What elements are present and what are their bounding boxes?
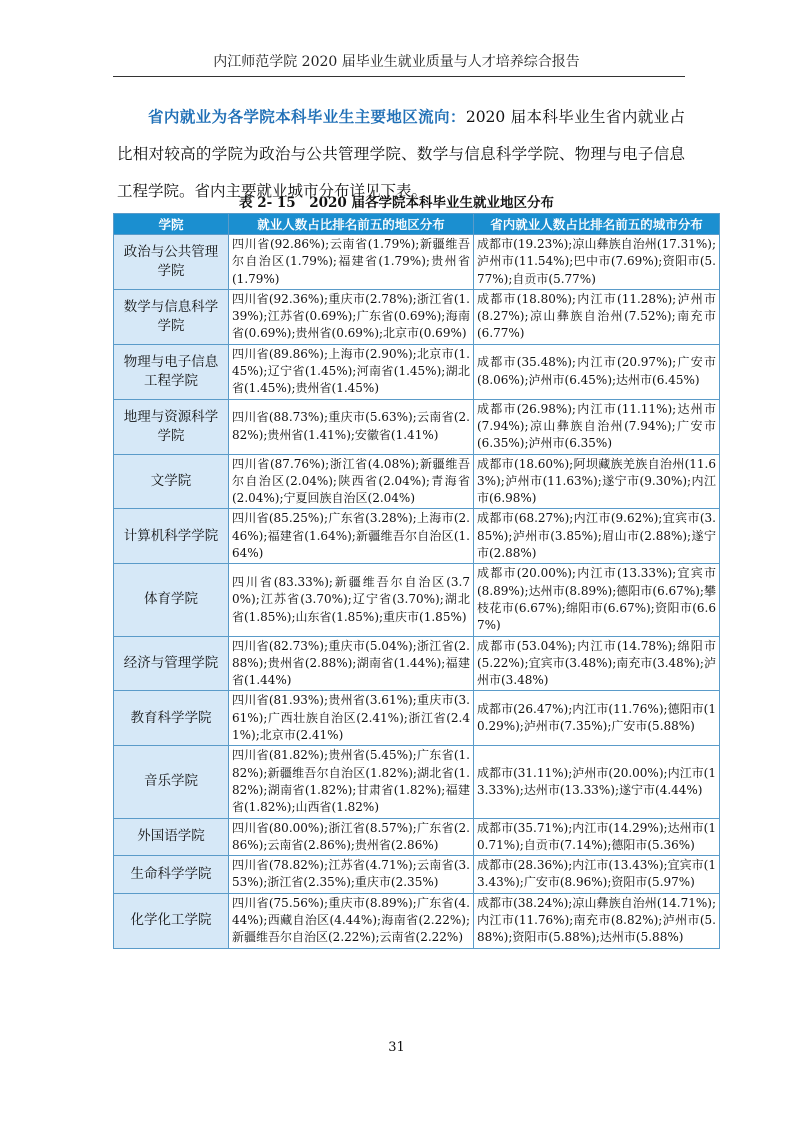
table-caption: 表 2- 15 2020 届各学院本科毕业生就业地区分布 (239, 195, 554, 211)
regions-cell: 四川省(92.86%);云南省(1.79%);新疆维吾尔自治区(1.79%);福建省(1.79%);贵州省(1.79%) (229, 235, 474, 290)
college-cell: 地理与资源科学学院 (114, 399, 229, 454)
table-body (114, 235, 720, 949)
regions-cell: 四川省(88.73%);重庆市(5.63%);云南省(2.82%);贵州省(1.41%);安徽省(1.41%) (229, 399, 474, 454)
column-header-cities: 省内就业人数占比排名前五的城市分布 (474, 214, 720, 235)
regions-cell: 四川省(81.93%);贵州省(3.61%);重庆市(3.61%);广西壮族自治区(2.41%);浙江省(2.41%);北京市(2.41%) (229, 691, 474, 746)
running-header: 内江师范学院 2020 届毕业生就业质量与人才培养综合报告 (213, 54, 580, 70)
table-header-row (114, 214, 720, 235)
college-cell: 计算机科学学院 (114, 509, 229, 564)
cities-cell: 成都市(35.71%);内江市(14.29%);达州市(10.71%);自贡市(7.14%);德阳市(5.36%) (474, 818, 720, 856)
regions-cell: 四川省(80.00%);浙江省(8.57%);广东省(2.86%);云南省(2.86%);贵州省(2.86%) (229, 818, 474, 856)
cities-cell: 成都市(35.48%);内江市(20.97%);广安市(8.06%);泸州市(6.45%);达州市(6.45%) (474, 344, 720, 399)
college-cell: 教育科学学院 (114, 691, 229, 746)
college-cell: 经济与管理学院 (114, 636, 229, 691)
cities-cell: 成都市(38.24%);凉山彝族自治州(14.71%);内江市(11.76%);南充市(8.82%);泸州市(5.88%);资阳市(5.88%);达州市(5.88%) (474, 893, 720, 948)
cities-cell: 成都市(28.36%);内江市(13.43%);宜宾市(13.43%);广安市(8.96%);资阳市(5.97%) (474, 856, 720, 894)
cities-cell: 成都市(68.27%);内江市(9.62%);宜宾市(3.85%);泸州市(3.85%);眉山市(2.88%);遂宁市(2.88%) (474, 509, 720, 564)
regions-cell: 四川省(82.73%);重庆市(5.04%);浙江省(2.88%);贵州省(2.88%);湖南省(1.44%);福建省(1.44%) (229, 636, 474, 691)
table-row (114, 399, 720, 454)
cities-cell: 成都市(19.23%);凉山彝族自治州(17.31%);泸州市(11.54%);巴中市(7.69%);资阳市(5.77%);自贡市(5.77%) (474, 235, 720, 290)
table-row (114, 856, 720, 894)
regions-cell: 四川省(89.86%);上海市(2.90%);北京市(1.45%);辽宁省(1.45%);河南省(1.45%);湖北省(1.45%);贵州省(1.45%) (229, 344, 474, 399)
regions-cell: 四川省(81.82%);贵州省(5.45%);广东省(1.82%);新疆维吾尔自治区(1.82%);湖北省(1.82%);湖南省(1.82%);甘肃省(1.82%);福建省(1.82%);山西省(1.82%) (229, 746, 474, 818)
cities-cell: 成都市(31.11%);泸州市(20.00%);内江市(13.33%);达州市(13.33%);遂宁市(4.44%) (474, 746, 720, 818)
column-header-regions: 就业人数占比排名前五的地区分布 (229, 214, 474, 235)
regions-cell: 四川省(83.33%);新疆维吾尔自治区(3.70%);江苏省(3.70%);辽宁省(3.70%);湖北省(1.85%);山东省(1.85%);重庆市(1.85%) (229, 564, 474, 636)
employment-region-table (113, 213, 720, 949)
table-row (114, 691, 720, 746)
college-cell: 体育学院 (114, 564, 229, 636)
regions-cell: 四川省(78.82%);江苏省(4.71%);云南省(3.53%);浙江省(2.35%);重庆市(2.35%) (229, 856, 474, 894)
table-row (114, 893, 720, 948)
header-rule (113, 76, 685, 77)
regions-cell: 四川省(75.56%);重庆市(8.89%);广东省(4.44%);西藏自治区(4.44%);海南省(2.22%);新疆维吾尔自治区(2.22%);云南省(2.22%) (229, 893, 474, 948)
table-row (114, 289, 720, 344)
regions-cell: 四川省(85.25%);广东省(3.28%);上海市(2.46%);福建省(1.64%);新疆维吾尔自治区(1.64%) (229, 509, 474, 564)
cities-cell: 成都市(53.04%);内江市(14.78%);绵阳市(5.22%);宜宾市(3.48%);南充市(3.48%);泸州市(3.48%) (474, 636, 720, 691)
college-cell: 数学与信息科学学院 (114, 289, 229, 344)
column-header-college: 学院 (114, 214, 229, 235)
regions-cell: 四川省(92.36%);重庆市(2.78%);浙江省(1.39%);江苏省(0.69%);广东省(0.69%);海南省(0.69%);贵州省(0.69%);北京市(0.69%) (229, 289, 474, 344)
cities-cell: 成都市(18.80%);内江市(11.28%);泸州市(8.27%);凉山彝族自治州(7.52%);南充市(6.77%) (474, 289, 720, 344)
college-cell: 政治与公共管理学院 (114, 235, 229, 290)
table-row (114, 509, 720, 564)
college-cell: 文学院 (114, 454, 229, 509)
table-row (114, 344, 720, 399)
intro-lead: 省内就业为各学院本科毕业生主要地区流向： (148, 107, 466, 126)
cities-cell: 成都市(20.00%);内江市(13.33%);宜宾市(8.89%);达州市(8.89%);德阳市(6.67%);攀枝花市(6.67%);绵阳市(6.67%);资阳市(6.67%) (474, 564, 720, 636)
table-row (114, 564, 720, 636)
college-cell: 化学化工学院 (114, 893, 229, 948)
cities-cell: 成都市(26.47%);内江市(11.76%);德阳市(10.29%);泸州市(7.35%);广安市(5.88%) (474, 691, 720, 746)
cities-cell: 成都市(26.98%);内江市(11.11%);达州市(7.94%);凉山彝族自治州(7.94%);广安市(6.35%);泸州市(6.35%) (474, 399, 720, 454)
table-row (114, 636, 720, 691)
regions-cell: 四川省(87.76%);浙江省(4.08%);新疆维吾尔自治区(2.04%);陕西省(2.04%);青海省(2.04%);宁夏回族自治区(2.04%) (229, 454, 474, 509)
table-row (114, 818, 720, 856)
college-cell: 生命科学学院 (114, 856, 229, 894)
table-row (114, 454, 720, 509)
college-cell: 物理与电子信息工程学院 (114, 344, 229, 399)
intro-text: 2020 届本科毕业生省内就业占比相对较高的学院为政治与公共管理学院、数学与信息科学学院、物理与电子信息工程学院。省内主要就业城市分布详见下表。 (117, 108, 685, 200)
college-cell: 音乐学院 (114, 746, 229, 818)
cities-cell: 成都市(18.60%);阿坝藏族羌族自治州(11.63%);泸州市(11.63%);遂宁市(9.30%);内江市(6.98%) (474, 454, 720, 509)
table-row (114, 235, 720, 290)
page-number: 31 (388, 1040, 405, 1055)
college-cell: 外国语学院 (114, 818, 229, 856)
table-row (114, 746, 720, 818)
